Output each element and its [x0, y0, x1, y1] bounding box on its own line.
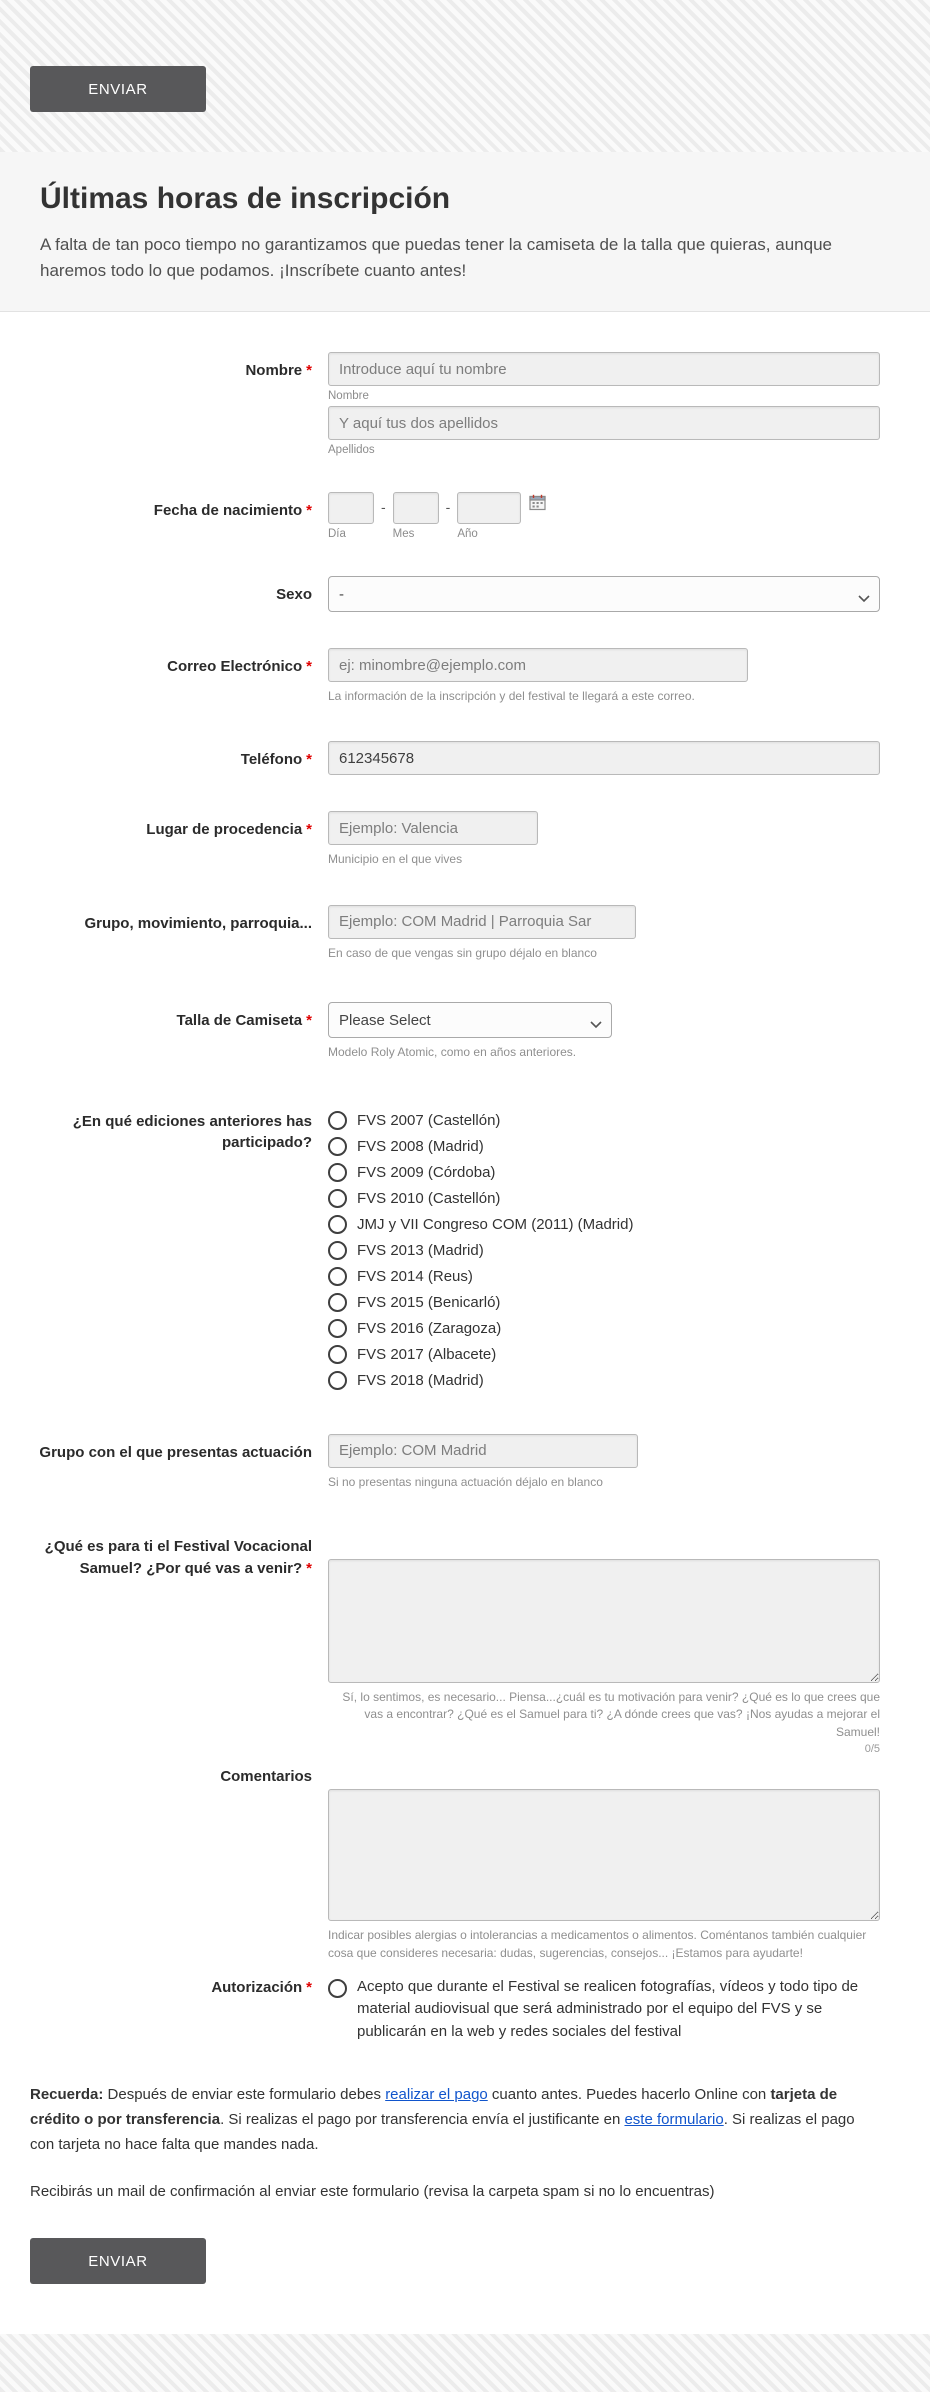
edition-radio[interactable]	[328, 1293, 347, 1312]
required-asterisk: *	[306, 821, 312, 839]
page-title: Últimas horas de inscripción	[40, 182, 451, 215]
fecha-label	[30, 492, 328, 522]
edition-option-label: FVS 2017 (Albacete)	[357, 1345, 497, 1363]
autorizacion-label	[30, 1976, 328, 1999]
last-name-sublabel: Apellidos	[328, 444, 375, 456]
actuacion-helper: Si no presentas ninguna actuación déjalo en blanco	[328, 1474, 603, 1489]
field-talla-camiseta	[0, 1002, 930, 1061]
edition-option-label: FVS 2013 (Madrid)	[357, 1241, 484, 1259]
grupo-helper: En caso de que vengas sin grupo déjalo en blanco	[328, 945, 597, 960]
edition-radio[interactable]	[328, 1241, 347, 1260]
motivacion-label	[30, 1535, 328, 1580]
required-asterisk: *	[306, 1012, 312, 1030]
edition-radio[interactable]	[328, 1163, 347, 1182]
payment-note-text: Después de enviar este formulario debes	[103, 2086, 386, 2104]
field-correo	[0, 648, 930, 705]
field-grupo-actuacion	[0, 1434, 930, 1491]
edition-radio[interactable]	[328, 1319, 347, 1338]
edition-option-label: FVS 2009 (Córdoba)	[357, 1163, 496, 1181]
nombre-label	[30, 352, 328, 382]
edition-radio[interactable]	[328, 1267, 347, 1286]
edition-radio[interactable]	[328, 1215, 347, 1234]
lugar-helper: Municipio en el que vives	[328, 852, 463, 867]
payment-note-bold: Recuerda:	[30, 2086, 104, 2104]
talla-helper: Modelo Roly Atomic, como en años anteriores.	[328, 1045, 577, 1060]
edition-option[interactable]	[328, 1319, 880, 1338]
origin-input[interactable]	[328, 811, 538, 845]
motivacion-label-text: ¿Qué es para ti el Festival Vocacional Samuel? ¿Por qué vas a venir?	[44, 1537, 312, 1577]
edition-option[interactable]	[328, 1267, 880, 1286]
required-asterisk: *	[306, 658, 312, 675]
comentarios-helper: Indicar posibles alergias o intolerancias a medicamentos o alimentos. Coméntanos también cualquier cosa que consideres necesaria: dudas, sugerencias, consejos... ¡Estamos para ayudarte!	[328, 1928, 867, 1960]
calendar-icon[interactable]	[529, 494, 547, 516]
correo-helper: La información de la inscripción y del festival te llegará a este correo.	[328, 689, 695, 703]
sexo-label-text: Sexo	[276, 586, 312, 603]
talla-label-text: Talla de Camiseta	[176, 1012, 303, 1030]
payment-note	[30, 2083, 880, 2157]
field-lugar-procedencia	[0, 811, 930, 868]
fecha-label-text: Fecha de nacimiento	[153, 502, 303, 519]
bottom-submit-area	[0, 2226, 930, 2284]
performance-group-input[interactable]	[328, 1434, 638, 1468]
edition-radio[interactable]	[328, 1137, 347, 1156]
edition-radio[interactable]	[328, 1189, 347, 1208]
ediciones-radio-list	[328, 1110, 880, 1390]
motivacion-char-counter: 0/5	[864, 1743, 880, 1756]
edition-option-label: FVS 2016 (Zaragoza)	[357, 1319, 502, 1337]
field-ediciones	[0, 1110, 930, 1390]
edition-option[interactable]	[328, 1371, 880, 1390]
edition-radio[interactable]	[328, 1371, 347, 1390]
form-header	[0, 152, 930, 312]
edition-option-label: FVS 2015 (Benicarló)	[357, 1293, 501, 1311]
payment-methods-bold: tarjeta de crédito o por transferencia	[30, 2086, 838, 2129]
email-input[interactable]	[328, 648, 748, 682]
field-sexo	[0, 576, 930, 612]
correo-label	[30, 648, 328, 678]
edition-option[interactable]	[328, 1293, 880, 1312]
group-input[interactable]	[328, 905, 636, 939]
authorization-option-label: Acepto que durante el Festival se realicen fotografías, vídeos y todo tipo de material audiovisual que será administrado por el equipo del FVS y se publicarán en la web y redes sociales del festival	[357, 1977, 859, 2040]
shirt-size-select[interactable]	[328, 1002, 612, 1038]
edition-option-label: JMJ y VII Congreso COM (2011) (Madrid)	[357, 1215, 634, 1233]
comentarios-label	[30, 1765, 328, 1788]
correo-label-text: Correo Electrónico	[167, 658, 303, 675]
required-asterisk: *	[306, 502, 312, 519]
edition-option-label: FVS 2018 (Madrid)	[357, 1371, 484, 1389]
grupo-label	[30, 905, 328, 935]
day-sublabel: Día	[328, 528, 346, 540]
form-body	[0, 312, 930, 2334]
year-input[interactable]	[457, 492, 521, 524]
field-motivacion	[0, 1535, 930, 1755]
phone-input[interactable]	[328, 741, 880, 775]
authorization-radio[interactable]	[328, 1979, 347, 1998]
sexo-select[interactable]	[328, 576, 880, 612]
actuacion-label	[30, 1434, 328, 1464]
submit-button-top[interactable]: ENVIAR	[30, 66, 206, 112]
authorization-option[interactable]	[328, 1976, 880, 2044]
required-asterisk: *	[306, 362, 312, 379]
top-striped-area	[0, 0, 930, 152]
edition-option[interactable]	[328, 1137, 880, 1156]
payment-note-text: . Si realizas el pago con tarjeta no hace falta que mandes nada.	[30, 2111, 855, 2153]
footer-notes	[0, 2083, 930, 2204]
ediciones-label	[30, 1110, 328, 1155]
edition-option[interactable]	[328, 1241, 880, 1260]
comments-textarea[interactable]	[328, 1789, 880, 1921]
date-separator: -	[445, 499, 451, 515]
autorizacion-label-text: Autorización	[211, 1978, 303, 1996]
payment-note-text: cuanto antes. Puedes hacerlo Online con	[487, 2086, 771, 2104]
field-telefono	[0, 741, 930, 775]
receipt-form-link[interactable]: este formulario	[624, 2111, 724, 2129]
motivacion-helper: Sí, lo sentimos, es necesario... Piensa...¿cuál es tu motivación para venir? ¿Qué es lo que crees que vas a encontrar? ¿Qué es el Samuel para ti? ¿A dónde crees que vas? ¡Nos ayudas a mejorar el Samuel!	[342, 1689, 880, 1739]
telefono-label-text: Teléfono	[240, 751, 303, 769]
field-comentarios	[0, 1765, 930, 1962]
field-autorizacion	[0, 1976, 930, 2044]
field-fecha-nacimiento	[0, 492, 930, 540]
edition-option-label: FVS 2007 (Castellón)	[357, 1111, 501, 1129]
edition-option[interactable]	[328, 1189, 880, 1208]
field-grupo-movimiento	[0, 905, 930, 962]
telefono-label	[30, 741, 328, 771]
edition-option-label: FVS 2008 (Madrid)	[357, 1137, 484, 1155]
field-nombre	[0, 352, 930, 456]
day-input[interactable]	[328, 492, 374, 524]
grupo-label-text: Grupo, movimiento, parroquia...	[84, 914, 312, 932]
edition-option[interactable]	[328, 1163, 880, 1182]
edition-radio[interactable]	[328, 1111, 347, 1130]
edition-option-label: FVS 2014 (Reus)	[357, 1267, 473, 1285]
edition-option[interactable]	[328, 1215, 880, 1234]
required-asterisk: *	[306, 1978, 312, 1996]
first-name-input[interactable]	[328, 352, 880, 386]
talla-label	[30, 1002, 328, 1032]
lugar-label	[30, 811, 328, 841]
month-input[interactable]	[393, 492, 439, 524]
nombre-label-text: Nombre	[245, 362, 303, 379]
last-name-input[interactable]	[328, 406, 880, 440]
ediciones-label-text: ¿En qué ediciones anteriores has participado?	[72, 1112, 312, 1152]
sexo-label	[30, 576, 328, 606]
motivation-textarea[interactable]	[328, 1559, 880, 1683]
payment-note-text: . Si realizas el pago por transferencia envía el justificante en	[220, 2111, 625, 2129]
required-asterisk: *	[306, 1559, 312, 1577]
date-separator: -	[381, 499, 386, 515]
month-sublabel: Mes	[392, 528, 415, 540]
confirmation-note: Recibirás un mail de confirmación al enviar este formulario (revisa la carpeta spam si no lo encuentras)	[30, 2182, 715, 2200]
pay-online-link[interactable]: realizar el pago	[385, 2086, 488, 2104]
edition-option[interactable]	[328, 1111, 880, 1130]
comentarios-label-text: Comentarios	[220, 1768, 312, 1786]
edition-radio[interactable]	[328, 1345, 347, 1364]
year-sublabel: Año	[457, 528, 478, 540]
first-name-sublabel: Nombre	[328, 390, 369, 402]
required-asterisk: *	[306, 751, 312, 769]
edition-option[interactable]	[328, 1345, 880, 1364]
page-subtitle: A falta de tan poco tiempo no garantizamos que puedas tener la camiseta de la talla que quieras, aunque haremos todo lo que podamos. ¡Inscríbete cuanto antes!	[40, 235, 832, 280]
actuacion-label-text: Grupo con el que presentas actuación	[39, 1443, 312, 1461]
edition-option-label: FVS 2010 (Castellón)	[357, 1189, 501, 1207]
lugar-label-text: Lugar de procedencia	[146, 821, 303, 839]
submit-button-bottom[interactable]: ENVIAR	[30, 2238, 206, 2284]
